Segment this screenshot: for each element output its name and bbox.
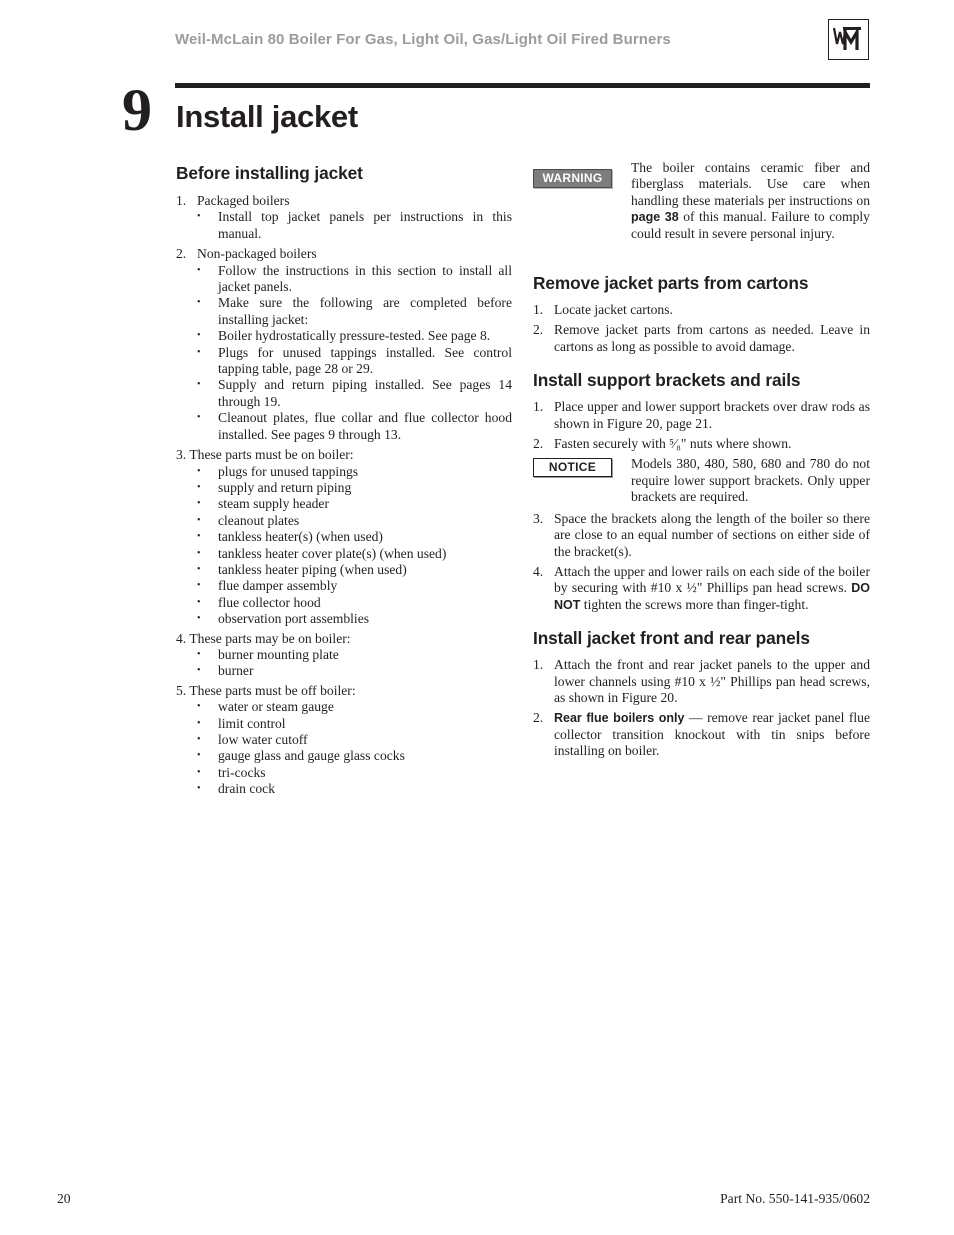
bullet-list xyxy=(197,209,512,242)
bullet-item: • drain cock xyxy=(197,781,512,797)
bullet-item: • tankless heater piping (when used) xyxy=(197,562,512,578)
bullet-item: • observation port assemblies xyxy=(197,611,512,627)
item-text: Fasten securely with ⁵⁄₈" nuts where shown. xyxy=(554,436,792,452)
item-number: 4. xyxy=(533,563,544,579)
list-item xyxy=(176,683,512,798)
bullet-item: • cleanout plates xyxy=(197,513,512,529)
bullet-item: • Cleanout plates, flue collar and flue collector hood installed. See pages 9 through 13. xyxy=(197,410,512,443)
item-number: 2. xyxy=(533,322,544,338)
bullet-item: • Supply and return piping installed. See pages 14 through 19. xyxy=(197,377,512,410)
item-text: These parts may be on boiler: xyxy=(189,630,351,646)
item-text: These parts must be off boiler: xyxy=(189,682,356,698)
section-number: 9 xyxy=(122,77,152,143)
list-item xyxy=(176,447,512,627)
item-number: 1. xyxy=(533,657,544,673)
item-text: Space the brackets along the length of the boiler so there are close to an equal number of sections on either side of the bracket(s). xyxy=(554,510,870,559)
bullet-item: • water or steam gauge xyxy=(197,699,512,715)
item-text-a: Attach the upper and lower rails on each side of the boiler by securing with #10 x ½" Phillips pan head screws. xyxy=(554,563,870,596)
left-column xyxy=(176,162,512,798)
bullet-item: • burner xyxy=(197,663,512,679)
item-number: 2. xyxy=(176,246,187,262)
support-list-continued xyxy=(533,511,870,613)
item-number: 1. xyxy=(176,193,187,208)
bullet-item: • limit control xyxy=(197,716,512,732)
bullet-item: • tankless heater cover plate(s) (when used) xyxy=(197,546,512,562)
bullet-list xyxy=(176,699,512,797)
bullet-list xyxy=(176,464,512,628)
item-text: — remove rear jacket panel flue collector transition knockout with tin snips before installing on boiler. xyxy=(554,710,870,759)
item-number: 1. xyxy=(533,302,544,318)
heading-support-brackets: Install support brackets and rails xyxy=(533,370,801,391)
bullet-item: • tri-cocks xyxy=(197,765,512,781)
item-number: 5. xyxy=(176,682,187,698)
bullet-item: • Boiler hydrostatically pressure-tested. See page 8. xyxy=(197,328,512,344)
heading-before-installing: Before installing jacket xyxy=(176,163,363,183)
list-item xyxy=(533,436,870,452)
page-number: 20 xyxy=(57,1191,71,1206)
list-item xyxy=(533,710,870,759)
item-number: 4. xyxy=(176,630,187,646)
section-title: Install jacket xyxy=(176,99,358,134)
notice-badge: NOTICE xyxy=(533,458,612,477)
warning-text-b: of this manual. Failure to comply could result in severe personal injury. xyxy=(631,209,870,241)
heading-front-rear-panels: Install jacket front and rear panels xyxy=(533,628,810,649)
warning-text xyxy=(631,160,870,242)
warning-text-a: The boiler contains ceramic fiber and fiberglass materials. Use care when handling these materials per instructions on xyxy=(631,160,870,208)
wm-logo-icon-graphic xyxy=(831,22,865,56)
item-text: Packaged boilers xyxy=(197,193,290,208)
item-number: 3. xyxy=(176,447,187,463)
item-number: 1. xyxy=(533,399,544,415)
running-header: Weil-McLain 80 Boiler For Gas, Light Oil, Gas/Light Oil Fired Burners xyxy=(175,31,671,48)
list-item xyxy=(533,657,870,706)
panels-list xyxy=(533,657,870,759)
item-number: 3. xyxy=(533,510,544,526)
list-item xyxy=(533,511,870,560)
bullet-item: • tankless heater(s) (when used) xyxy=(197,529,512,545)
warning-badge: WARNING xyxy=(533,169,612,188)
bullet-item: • burner mounting plate xyxy=(197,647,512,663)
list-item xyxy=(533,399,870,432)
do-not-emphasis: DO NOT xyxy=(554,581,870,612)
item-number: 2. xyxy=(533,710,544,726)
item-number: 2. xyxy=(533,436,544,452)
support-list xyxy=(533,399,870,452)
bullet-item: • Plugs for unused tappings installed. See control tapping table, page 28 or 29. xyxy=(197,345,512,378)
before-list xyxy=(176,193,512,798)
bullet-item: • Make sure the following are completed before installing jacket: xyxy=(197,295,512,328)
item-text: Remove jacket parts from cartons as needed. Leave in cartons as long as possible to avoid damage. xyxy=(554,322,870,354)
bullet-item: • flue damper assembly xyxy=(197,578,512,594)
wm-logo-icon xyxy=(828,19,869,60)
bullet-item: • supply and return piping xyxy=(197,480,512,496)
remove-list xyxy=(533,302,870,355)
bullet-item: • Follow the instructions in this section to install all jacket panels. xyxy=(197,263,512,296)
rear-flue-emphasis: Rear flue boilers only xyxy=(554,711,685,726)
item-text: Non-packaged boilers xyxy=(197,246,317,262)
bullet-item: • low water cutoff xyxy=(197,732,512,748)
list-item xyxy=(533,302,870,318)
notice-callout xyxy=(533,456,870,505)
bullet-item: • Install top jacket panels per instructions in this manual. xyxy=(197,209,512,242)
list-item xyxy=(533,564,870,613)
item-text: Attach the front and rear jacket panels to the upper and lower channels using #10 x ½" Phillips pan head screws, as shown in Figure 20. xyxy=(554,657,870,705)
bullet-list xyxy=(176,647,512,680)
list-item xyxy=(533,322,870,355)
header-rule xyxy=(175,83,870,88)
part-number: Part No. 550-141-935/0602 xyxy=(720,1191,870,1206)
bullet-item: • flue collector hood xyxy=(197,595,512,611)
bullet-item: • steam supply header xyxy=(197,496,512,512)
bullet-item: • plugs for unused tappings xyxy=(197,464,512,480)
list-item xyxy=(176,193,512,242)
item-text: Locate jacket cartons. xyxy=(554,302,673,318)
bullet-item: • gauge glass and gauge glass cocks xyxy=(197,748,512,764)
bullet-list xyxy=(197,263,512,443)
list-item xyxy=(176,246,512,443)
warning-callout xyxy=(533,160,870,242)
list-item xyxy=(176,631,512,680)
heading-remove-parts: Remove jacket parts from cartons xyxy=(533,273,809,294)
notice-text: Models 380, 480, 580, 680 and 780 do not require lower support brackets. Only upper brackets are required. xyxy=(631,456,870,505)
item-text: These parts must be on boiler: xyxy=(189,447,354,463)
right-column xyxy=(533,160,870,760)
item-text-b: tighten the screws more than finger-tight. xyxy=(583,596,809,612)
warning-page-ref: page 38 xyxy=(631,210,679,225)
item-text: Place upper and lower support brackets over draw rods as shown in Figure 20, page 21. xyxy=(554,399,870,431)
